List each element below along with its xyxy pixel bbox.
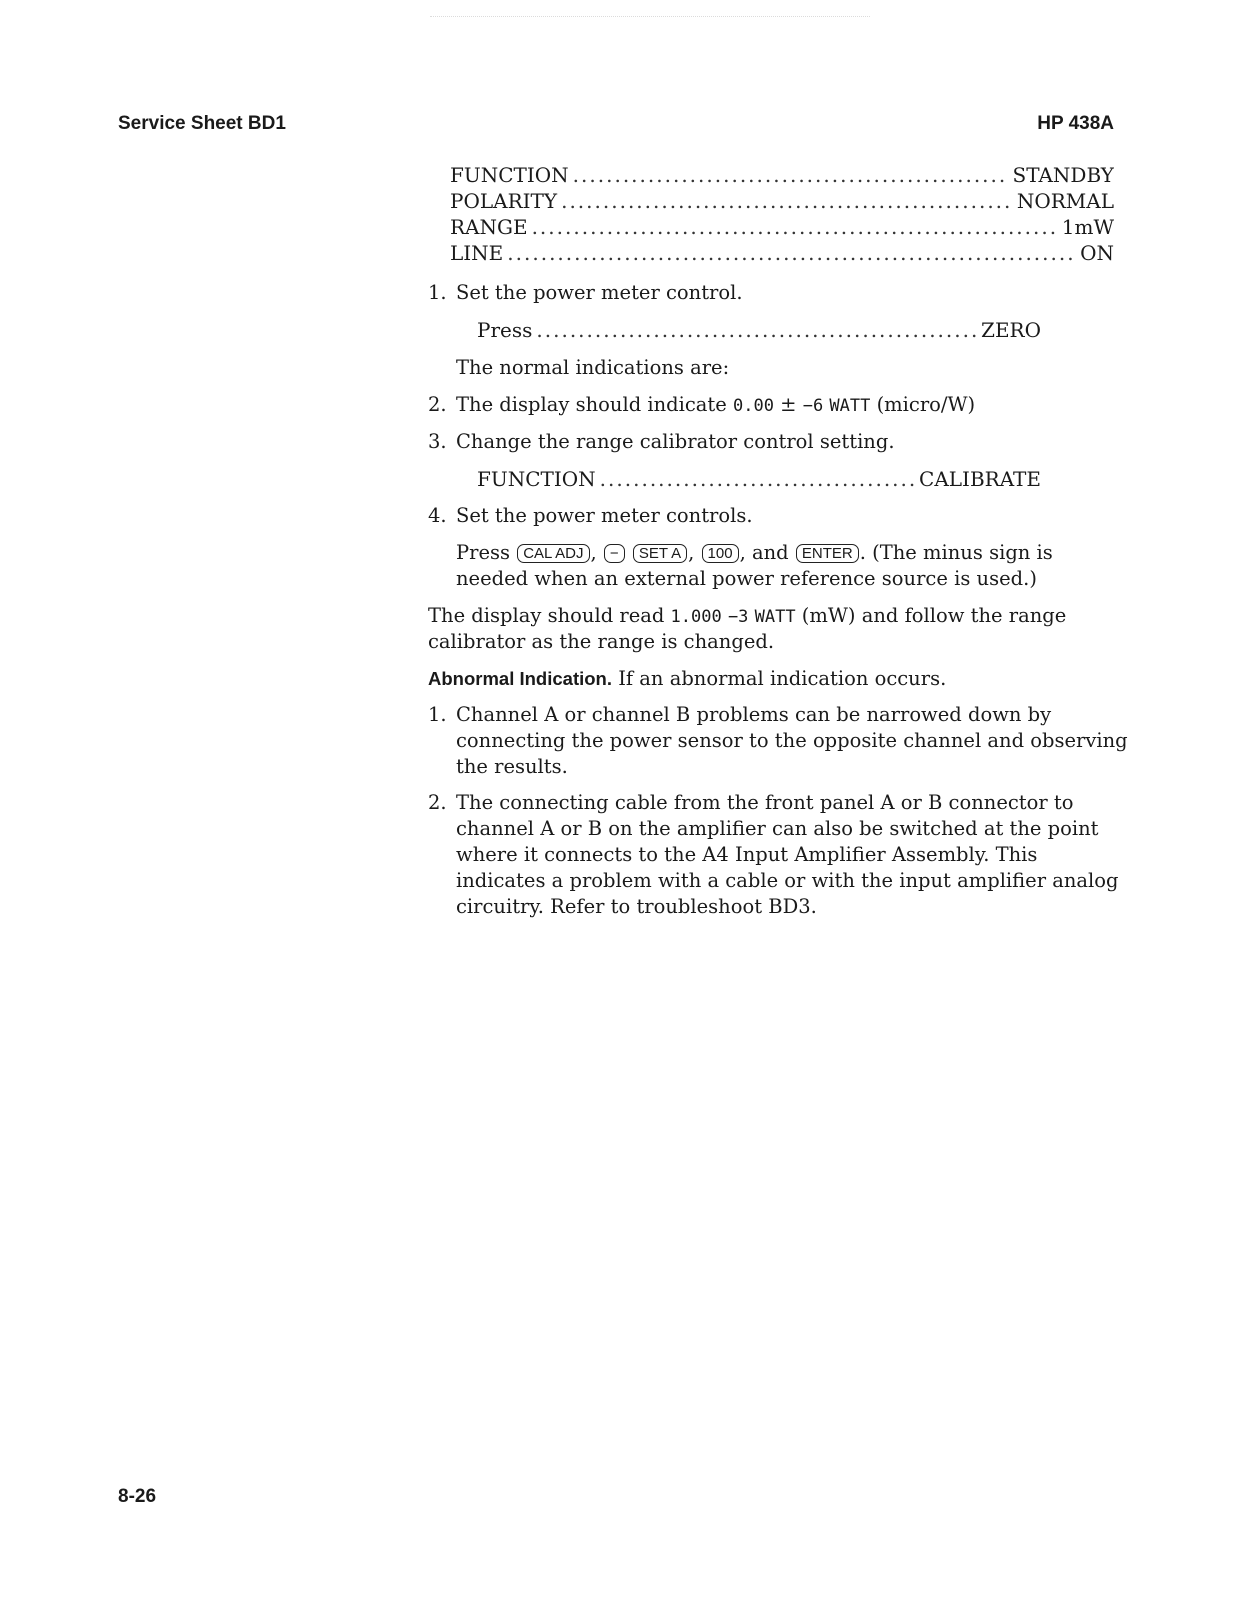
- press-zero-row: Press ..... ZERO: [477, 317, 1041, 343]
- step-text: Set the power meter control.: [456, 281, 743, 304]
- enter-key: ENTER: [796, 544, 859, 563]
- item-line: the results.: [456, 755, 568, 778]
- function-calibrate-row: FUNCTION ..... CALIBRATE: [477, 466, 1041, 492]
- item-number: 1.: [428, 703, 447, 726]
- display-reading: 0.00: [733, 396, 774, 416]
- model-number: HP 438A: [1037, 113, 1114, 134]
- step-number: 1.: [428, 281, 447, 304]
- page-number: 8-26: [118, 1486, 157, 1507]
- step-number: 2.: [428, 393, 447, 416]
- sheet-title: Service Sheet BD1: [118, 113, 286, 134]
- abnormal-paragraph: Abnormal Indication. If an abnormal indication occurs.: [428, 667, 947, 690]
- step-text: Change the range calibrator control setting.: [456, 430, 895, 453]
- normal-indications-text: The normal indications are:: [456, 356, 730, 379]
- item-line: connecting the power sensor to the opposite channel and observing: [456, 729, 1128, 752]
- display-reading: 1.000: [670, 607, 722, 627]
- item-line: indicates a problem with a cable or with the input amplifier analog: [456, 869, 1119, 892]
- item-line: where it connects to the A4 Input Amplifier Assembly. This: [456, 843, 1038, 866]
- key-note: needed when an external power reference source is used.): [456, 567, 1037, 590]
- key-sequence: Press CAL ADJ , − SET A , 100 , and ENTER . (The minus sign is: [456, 541, 1053, 564]
- step-text: Set the power meter controls.: [456, 504, 753, 527]
- setting-row: POLARITY ..... NORMAL: [450, 188, 1114, 214]
- setting-row: FUNCTION ..... STANDBY: [450, 162, 1114, 188]
- setting-row: RANGE ..... 1mW: [450, 214, 1114, 240]
- display-read-text-2: calibrator as the range is changed.: [428, 630, 775, 653]
- item-line: circuitry. Refer to troubleshoot BD3.: [456, 895, 817, 918]
- item-number: 2.: [428, 791, 447, 814]
- initial-settings-list: [450, 162, 1114, 266]
- scan-artifact: [430, 10, 870, 17]
- step-text: The display should indicate 0.00 ± −6 WATT (micro/W): [456, 393, 976, 416]
- setting-row: LINE ..... ON: [450, 240, 1114, 266]
- item-line: The connecting cable from the front panel A or B connector to: [456, 791, 1074, 814]
- set-a-key: SET A: [633, 544, 687, 563]
- item-line: Channel A or channel B problems can be narrowed down by: [456, 703, 1052, 726]
- step-number: 3.: [428, 430, 447, 453]
- 100-key: 100: [702, 544, 739, 563]
- cal-adj-key: CAL ADJ: [517, 544, 589, 563]
- abnormal-heading: Abnormal Indication.: [428, 668, 612, 689]
- display-read-text: The display should read 1.000 −3 WATT (mW) and follow the range: [428, 604, 1067, 627]
- minus-key: −: [604, 544, 625, 563]
- item-line: channel A or B on the amplifier can also be switched at the point: [456, 817, 1099, 840]
- step-number: 4.: [428, 504, 447, 527]
